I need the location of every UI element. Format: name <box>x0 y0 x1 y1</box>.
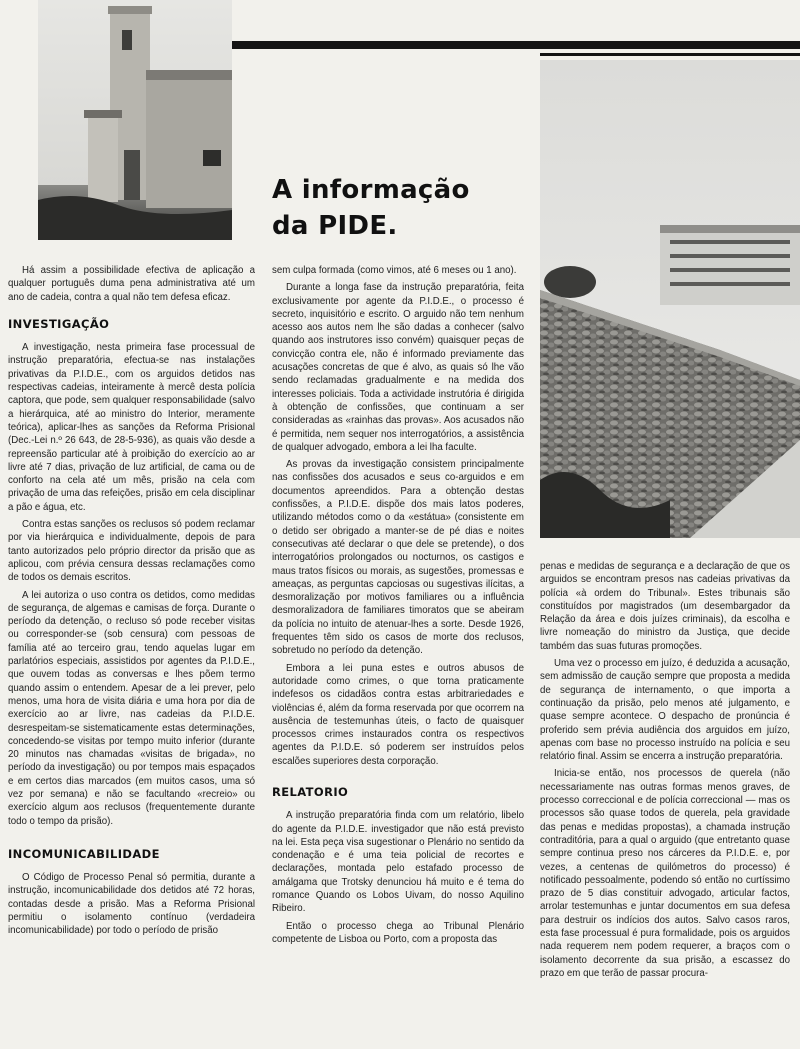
col3-paragraph: Uma vez o processo em juízo, é deduzida a acusação, sem admissão de caução sempre que proposta a medida de segurança de internamento, o que importa a continuação da prisão, pelo menos até julgamento, e quase sempre acontece. O despacho de pronúncia é proferido sem prévia audiência dos arguidos em juízo, apenas com base no processo instruído na polícia e seu relatório final. Assim se encerra a instrução preparatória. <box>540 658 790 763</box>
col2-paragraph: Durante a longa fase da instrução preparatória, feita exclusivamente por agente da P.I.D.E., o processo é secreto, inquisitório e escrito. O arguido não tem nenhum acesso aos autos nem lhe são dadas a conhecer (salvo quando aos instrutores isso convém) quaisquer peças de convicção contra ele, não é informado previamente das acusações concretas de que é alvo, as quais só lhe vão sendo reclamadas gradualmente e na medida dos interesses policiais. Toda a actividade instrutória é dirigida à obtenção de confissões, que continuam a ser consideradas as «rainhas das provas». Aos acusados não é permitida, nem sequer nos interrogatórios, a assistência de qualquer advogado, embora a lei lha faculte. <box>272 282 524 453</box>
col2-paragraph: Embora a lei puna estes e outros abusos de autoridade como crimes, o que torna praticamente indefesos os cidadãos contra estas arbitrariedades e violências é, além da forma reservada por que ocorrem na ausência de testemunhas úteis, o facto de quaisquer processos crimes instaurados contra os respectivos agentes da P.I.D.E. só poderem ser instruídos pelos escalões superiores desta corporação. <box>272 662 524 767</box>
article-title <box>272 172 470 244</box>
column-3 <box>540 560 790 984</box>
col2-paragraph: As provas da investigação consistem principalmente nas confissões dos acusados e seus co-arguidos e em documentos apreendidos. Para a obtenção destas confissões, a P.I.D.E. dispõe dos mais latos poderes, utilizando métodos como o da «estátua» (consistente em o detido ser obrigado a manter-se de pé dias e noites consecutivas até declarar o que dele se pretende), o dos interrogatórios prolongados ou nocturnos, os castigos e maus tratos físicos ou morais, as sugestões, promessas e ameaças, as perguntas capciosas ou sugestivas ilícitas, a desmoralização por motivos familiares ou a influência desmoralizadora de familiares timoratos que se abeiram da polícia no intuito de atenuar-lhes a sorte. Desde 1926, frequentes têm sido os casos de morte dos reclusos, sobretudo no período da detenção. <box>272 459 524 657</box>
col3-paragraph: Inicia-se então, nos processos de querela (não necessariamente nas outras formas menos graves, de processo correccional e de polícia correccional — mas os processos são quase todos de querela, pela gravidade das penas e medidas propostas), a chamada instrução contraditória, para a qual o arguido (que entretanto quase sempre continua preso nos cárceres da P.I.D.E. e, por vezes, a centenas de quilómetros do processo) é notificado pessoalmente, podendo só então no curtíssimo prazo de 5 dias constituir advogado, articular factos, arrolar testemunhas e juntar documentos em sua defesa para destruir os indícios dos autos. Salvo casos raros, esta fase processual é pura formalidade, pois os arguidos nada requerem nem podem requerer, a braços com o isolamento decorrente da sua prisão, a escassez do prazo em que terão de passar procura- <box>540 768 790 979</box>
heading-incomunicabilidade: INCOMUNICABILIDADE <box>8 846 160 861</box>
header-rule-thin <box>540 53 800 56</box>
col2-paragraph: A instrução preparatória finda com um relatório, libelo do agente da P.I.D.E. investigador que não está previsto na lei. Esta peça visa sugestionar o Plenário no sentido da condenação e é uma teia policial de recortes e declarações, montada pelo estafado processo de amálgama que Trotsky denunciou há muito e é tema do romance Quando os Lobos Uivam, do nosso Aquilino Ribeiro. <box>272 810 524 915</box>
col1-paragraph: O Código de Processo Penal só permitia, durante a instrução, incomunicabilidade dos detidos até 72 horas, contadas desde a prisão. Mas a Reforma Prisional permitiu o isolamento contínuo (verdadeira incomunicabilidade) por todo o período de prisão <box>8 872 255 937</box>
col2-paragraph: Então o processo chega ao Tribunal Plenário competente de Lisboa ou Porto, com a proposta das <box>272 920 524 945</box>
col1-paragraph: Contra estas sanções os reclusos só podem reclamar por via hierárquica e individualmente, depois de para tanto autorizados pelo próprio director da prisão que as aplicou, com prévia censura dessas reclamações como de todos os demais escritos. <box>8 519 255 584</box>
col1-paragraph: A investigação, nesta primeira fase processual de instrução preparatória, efectua-se nas instalações privativas da P.I.D.E., com os arguidos detidos nas respectivas cadeias, inteiramente à mercê desta polícia captora, que pode, sem qualquer responsabilidade (salvo a hierárquica, até ao ministro do Interior, meramente teórica), aplicar-lhes as sanções da Reforma Prisional (Dec.-Lei n.º 26 643, de 28-5-936), as quais vão desde a repreensão particular até à proibição do exercício ao ar livre até 7 dias, privação de luz artificial, de cama ou de conforto na cela até um mês, prisão na cela com privação de uma das refeições, prisão em cela disciplinar a pão e água, etc. <box>8 342 255 513</box>
col1-paragraph: A lei autoriza o uso contra os detidos, como medidas de segurança, de algemas e camisas de força. Durante o período da detenção, o recluso só pode receber visitas ou corresponder-se (sob censura) com pessoas de família até ao terceiro grau, tendo aquelas lugar em parlatórios especiais, assistidos por agentes da P.I.D.E., que ouvem todas as conversas e lhes põem termo quando assim o entendem. Apesar de a lei prever, pelo menos, uma hora de visita diária e uma hora por dia de exercício ao ar livre, nas cadeias da P.I.D.E. desrespeitam-se sistematicamente estas determinações, concedendo-se visitas por tempo muito inferior (durante 20 minutos nas chamadas «visitas de brigada», no período da investigação) ou por tempos mais espaçados e em certos dias marcados (em muitos casos, uma só vez por semana) e não se facultando «recreio» ou exercício algum aos reclusos (frequentemente durante todo o tempo da prisão). <box>8 589 255 827</box>
prison-wall-photo <box>540 60 800 538</box>
heading-relatorio: RELATORIO <box>272 784 349 799</box>
building-tower-photo <box>38 0 232 240</box>
title-line-2: da PIDE. <box>272 211 398 241</box>
column-1 <box>8 264 255 942</box>
col1-intro-paragraph: Há assim a possibilidade efectiva de aplicação a qualquer português duma pena administrativa até um ano de cadeia, contra a qual não tem defesa eficaz. <box>8 265 255 303</box>
col3-paragraph: penas e medidas de segurança e a declaração de que os arguidos se encontram presos nas cadeias privativas da polícia «à ordem do Tribunal». Estes tribunais são constituídos por magistrados (um desembargador da Relação da área e dois juízes criminais), da escolha e livre nomeação do ministro da Justiça, que decide também das suas futuras promoções. <box>540 561 790 652</box>
header-rule <box>232 41 800 49</box>
title-line-1: A informação <box>272 175 470 205</box>
heading-investigacao: INVESTIGAÇÃO <box>8 316 110 331</box>
col2-paragraph: sem culpa formada (como vimos, até 6 meses ou 1 ano). <box>272 265 517 276</box>
column-2 <box>272 264 524 950</box>
